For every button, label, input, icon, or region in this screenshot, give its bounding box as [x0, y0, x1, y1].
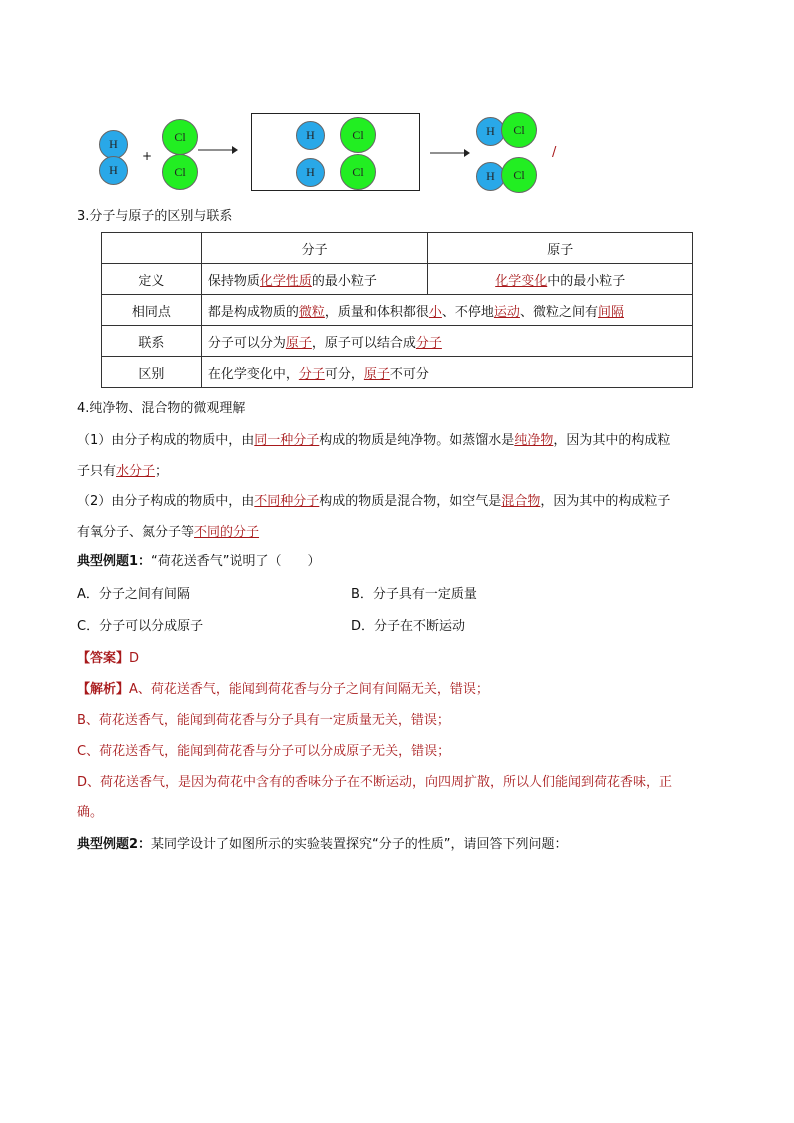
paragraph-line: [77, 491, 670, 513]
atom-label: H: [109, 137, 118, 151]
example1-question: [77, 551, 321, 573]
text: ，因为其中的构成粒: [553, 433, 671, 448]
keyword: 分子: [298, 366, 325, 382]
atom-label: Cl: [513, 167, 525, 182]
analysis-line: D、荷花送香气，是因为荷花中含有的香味分子在不断运动，向四周扩散，所以人们能闻到荷花香味，正: [77, 775, 673, 790]
keyword: 小: [428, 304, 442, 320]
paragraph-line: [77, 461, 168, 483]
cell-text: 保持物质: [207, 273, 260, 289]
table-cell: [201, 326, 692, 357]
table-header-row: [102, 233, 693, 264]
section4-heading: 4.纯净物、混合物的微观理解: [77, 401, 246, 416]
option-d: D．分子在不断运动: [351, 619, 466, 634]
cell-text: 的最小粒子: [311, 273, 377, 289]
cell-text: 、不停地: [441, 304, 494, 320]
analysis-line: [77, 679, 489, 701]
answer-tag: 【答案】: [77, 651, 130, 666]
cell-text: ，原子可以结合成: [311, 335, 416, 351]
row-label: 区别: [102, 357, 202, 388]
table-cell: [201, 357, 692, 388]
table-cell: [201, 295, 692, 326]
cell-text: 都是构成物质的: [207, 304, 299, 320]
keyword: 分子: [415, 335, 442, 351]
example-label: 典型例题2：: [77, 837, 152, 852]
keyword: 间隔: [597, 304, 624, 320]
cell-text: 不可分: [389, 366, 429, 382]
hydrogen-atom: [296, 121, 325, 150]
keyword: 化学变化: [495, 273, 548, 289]
keyword: 原子: [285, 335, 312, 351]
atom-label: Cl: [174, 164, 186, 179]
hydrogen-atom: [99, 130, 128, 159]
keyword: 微粒: [298, 304, 325, 320]
cell-text: ，质量和体积都很: [324, 304, 429, 320]
atom-label: Cl: [513, 122, 525, 137]
paragraph-line: [77, 430, 670, 452]
arrow-icon: [430, 147, 470, 159]
section3-heading: 3.分子与原子的区别与联系: [77, 209, 233, 224]
answer-value: D: [129, 651, 140, 666]
question-text: 某同学设计了如图所示的实验装置探究“分子的性质”，请回答下列问题：: [151, 837, 568, 852]
option-a: A．分子之间有间隔: [77, 587, 190, 602]
table-cell: [201, 264, 428, 295]
chlorine-atom: [501, 157, 537, 193]
cell-text: 中的最小粒子: [547, 273, 626, 289]
atom-label: Cl: [174, 129, 186, 144]
atom-label: H: [306, 128, 315, 142]
chlorine-atom: [162, 154, 198, 190]
comparison-table: [101, 232, 693, 388]
atom-label: Cl: [352, 164, 364, 179]
text: 构成的物质是纯净物。如蒸馏水是: [319, 433, 515, 448]
keyword: 同一种分子: [254, 433, 320, 448]
row-label: 联系: [102, 326, 202, 357]
text: 有氧分子、氮分子等: [77, 525, 195, 540]
atom-label: H: [109, 163, 118, 177]
text: 子只有: [77, 464, 117, 479]
table-header-cell: [102, 233, 202, 264]
option-c: C．分子可以分成原子: [77, 619, 204, 634]
arrow-icon: [198, 144, 238, 156]
table-row: [102, 264, 693, 295]
slash-mark: /: [552, 145, 557, 160]
text: ；: [155, 464, 169, 479]
separated-atoms-box: [251, 113, 420, 191]
keyword: 运动: [493, 304, 520, 320]
text: （1）由分子构成的物质中，由: [77, 433, 255, 448]
question-text: “荷花送香气”说明了（ ）: [151, 554, 321, 569]
row-label: 相同点: [102, 295, 202, 326]
atom-label: Cl: [352, 127, 364, 142]
row-label: 定义: [102, 264, 202, 295]
text: ，因为其中的构成粒子: [540, 494, 671, 509]
keyword: 纯净物: [514, 433, 554, 448]
cell-text: 在化学变化中，: [207, 366, 299, 382]
hydrogen-atom: [99, 156, 128, 185]
chlorine-atom: [340, 117, 376, 153]
example2-question: [77, 834, 568, 856]
keyword: 不同种分子: [254, 494, 320, 509]
keyword: 化学性质: [259, 273, 312, 289]
keyword: 不同的分子: [194, 525, 260, 540]
analysis-tag: 【解析】: [77, 682, 130, 697]
cell-text: 分子可以分为: [207, 335, 286, 351]
table-header-cell: 分子: [201, 233, 428, 264]
analysis-line: C、荷花送香气，能闻到荷花香与分子可以分成原子无关，错误；: [77, 744, 451, 759]
cell-text: 可分，: [324, 366, 364, 382]
option-b: B．分子具有一定质量: [351, 587, 477, 602]
table-row: [102, 357, 693, 388]
table-row: [102, 326, 693, 357]
answer-line: [77, 648, 139, 670]
example-label: 典型例题1：: [77, 554, 152, 569]
keyword: 混合物: [501, 494, 541, 509]
analysis-line: 确。: [77, 805, 104, 820]
atom-label: H: [486, 124, 495, 138]
analysis-text: A、荷花送香气，能闻到荷花香与分子之间有间隔无关，错误；: [129, 682, 489, 697]
table-cell: [428, 264, 693, 295]
keyword: 水分子: [116, 464, 156, 479]
atom-label: H: [486, 169, 495, 183]
atom-label: H: [306, 165, 315, 179]
text: （2）由分子构成的物质中，由: [77, 494, 255, 509]
cell-text: 、微粒之间有: [519, 304, 598, 320]
table-row: [102, 295, 693, 326]
chlorine-atom: [340, 154, 376, 190]
paragraph-line: [77, 522, 259, 544]
table-header-cell: 原子: [428, 233, 693, 264]
analysis-line: B、荷花送香气，能闻到荷花香与分子具有一定质量无关，错误；: [77, 713, 450, 728]
plus-sign: +: [142, 149, 153, 163]
chlorine-atom: [162, 119, 198, 155]
keyword: 原子: [363, 366, 390, 382]
hydrogen-atom: [296, 158, 325, 187]
text: 构成的物质是混合物，如空气是: [319, 494, 502, 509]
chlorine-atom: [501, 112, 537, 148]
